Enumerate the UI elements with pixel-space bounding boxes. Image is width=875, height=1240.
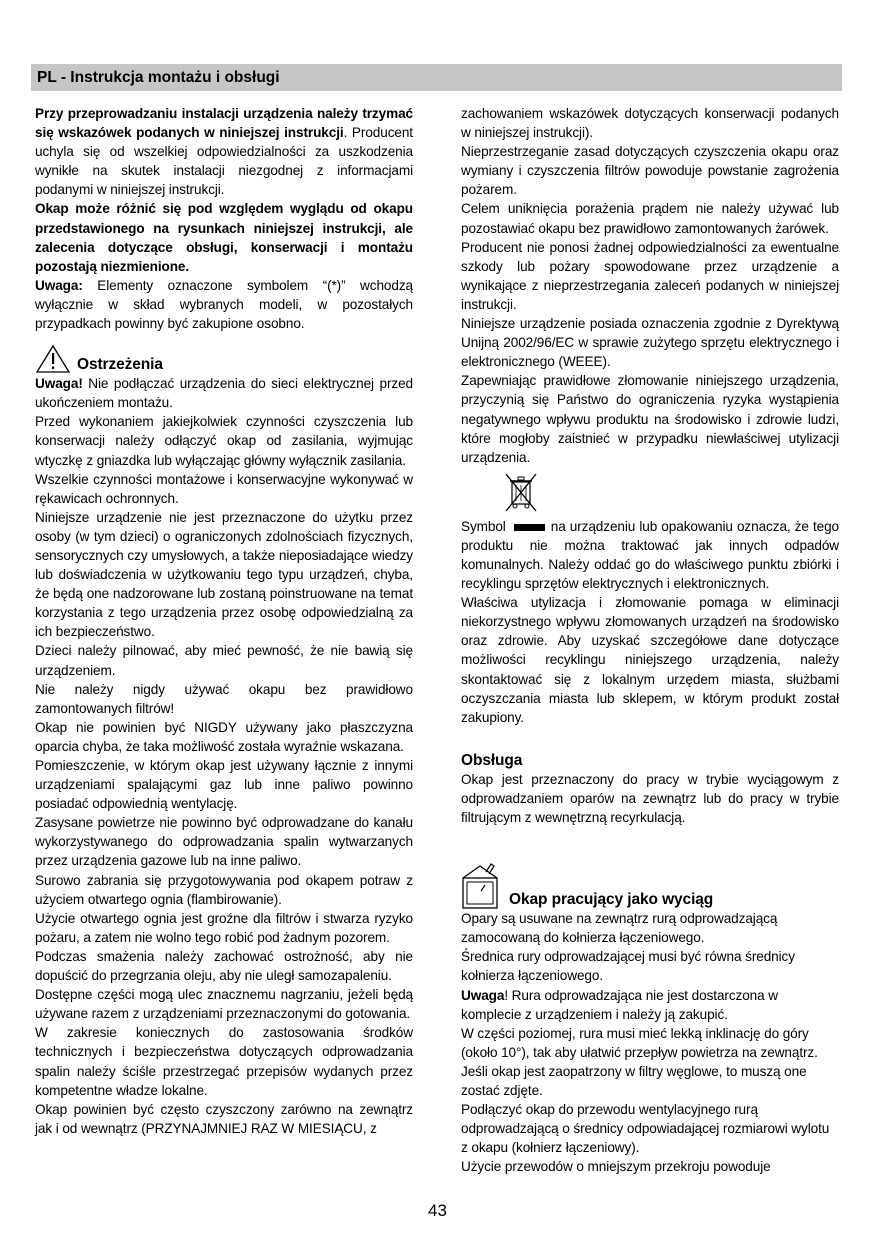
paragraph: Niniejsze urządzenie nie jest przeznaczone do użytku przez osoby (w tym dzieci) o ograniczonych zdolnościach fizycznych, sensorycznych czy umysłowych, a także nieposiadające wiedzy lub doświadczenia w użytkowaniu tego typu urządzeń, chyba, że będą one nadzorowane lub zostaną poinstruowane na temat korzystania z tego urządzenia przez osobę odpowiedzialną za ich bezpieczeństwo. [35,509,413,640]
intro-paragraph [35,104,413,199]
paragraph: Zapewniając prawidłowe złomowanie niniejszego urządzenia, przyczynią się Państwo do ograniczenia ryzyka wystąpienia negatywnego wpływu produktu na środowisko i zdrowie ludzi, które mogłoby zaistnieć w przypadku niewłaściwej utylizacji urządzenia. [461,373,839,465]
paragraph: W zakresie koniecznych do zastosowania środków technicznych i bezpieczeństwa dotyczących odprowadzania spalin należy ściśle przestrzegać przepisów wydanych przez kompetentne władze lokalne. [35,1025,413,1098]
warn-text: Nie podłączać urządzenia do sieci elektrycznej przed ukończeniem montażu. [35,376,413,411]
extraction-heading [461,863,839,909]
paragraph: Dostępne części mogą ulec znacznemu nagrzaniu, jeżeli będą używane razem z urządzeniami przeznaczonymi do gotowania. [35,987,413,1022]
pipe-note [461,986,839,1024]
paragraph: Średnica rury odprowadzającej musi być równa średnicy kołnierza łączeniowego. [461,949,795,984]
paragraph: Użycie otwartego ognia jest groźne dla filtrów i stwarza ryzyko pożaru, a zatem nie wolno tego robić pod żadnym pozorem. [35,910,413,945]
note-text: ! Rura odprowadzająca nie jest dostarczona w komplecie z urządzeniem i należy ją zakupić. [461,987,778,1022]
extraction-title: Okap pracujący jako wyciąg [509,891,714,909]
paragraph: Okap nie powinien być NIGDY używany jako płaszczyzna oparcia chyba, że taka możliwość została wyraźnie wskazana. [35,719,413,754]
page-title: PL - Instrukcja montażu i obsługi [37,69,280,86]
asterisk-note [35,276,413,333]
paragraph: Właściwa utylizacja i złomowanie pomaga w eliminacji niekorzystnego wpływu złomowanych urządzeń na środowisko oraz zdrowie. Aby uzyskać szczegółowe dane dotyczące możliwości recyklingu niniejszego urządzenia, należy skontaktować się z lokalnym urzędem miasta, służbami oczyszczania miasta lub sklepem, w którym produkt został zakupiony. [461,595,839,725]
crossed-bin-icon [503,471,539,515]
paragraph: Opary są usuwane na zewnątrz rurą odprowadzającą zamocowaną do kołnierza łączeniowego. [461,911,778,946]
weee-bin-icon-wrap [503,471,839,515]
left-column [35,104,413,1138]
paragraph: Wszelkie czynności montażowe i konserwacyjne wykonywać w rękawicach ochronnych. [35,471,413,506]
paragraph: Nieprzestrzeganie zasad dotyczących czyszczenia okapu oraz wymiany i czyszczenia filtrów powoduje powstanie zagrożenia pożarem. [461,144,839,198]
paragraph: Podłączyć okap do przewodu wentylacyjnego rurą odprowadzającą o średnicy odpowiadającej rozmiarowi wylotu z okapu (kołnierz łączeniowy). [461,1102,830,1156]
paragraph: W części poziomej, rura musi mieć lekką inklinację do góry (około 10°), tak aby ułatwić przepływ powietrza na zewnątrz. [461,1025,818,1060]
warning-connect [35,374,413,412]
symbol-word: Symbol [461,518,506,534]
house-duct-icon [461,863,505,909]
use-title: Obsługa [461,751,523,769]
intro-rest: . Producent uchyla się od wszelkiej odpowiedzialności za uszkodzenia wynikłe na skutek instalacji niezgodnej z informacjami podanymi w niniejszej instrukcji. [35,125,413,198]
right-column [461,104,839,1177]
note-label: Uwaga: [35,277,83,293]
paragraph: Producent nie ponosi żadnej odpowiedzialności za ewentualne szkody lub pożary spowodowane przez urządzenie a wynikające z nieprzestrzegania zaleceń podanych w niniejszej instrukcji. [461,239,839,312]
paragraph: Okap powinien być często czyszczony zarówno na zewnątrz jak i od wewnątrz (PRZYNAJMNIEJ RAZ W MIESIĄCU, z [35,1101,413,1136]
note-label: Uwaga [461,987,505,1003]
symbol-paragraph [461,517,839,593]
use-text: Okap jest przeznaczony do pracy w trybie wyciągowym z odprowadzaniem oparów na zewnątrz lub do pracy w trybie filtrującym z wewnętrzną recyrkulacją. [461,771,839,826]
appearance-note: Okap może różnić się pod względem wyglądu od okapu przedstawionego na rysunkach niniejszej instrukcji, ale zalecenia dotyczące obsługi, konserwacji i montażu pozostają niezmienione. [35,201,413,274]
paragraph: Dzieci należy pilnować, aby mieć pewność, że nie bawią się urządzeniem. [35,643,413,678]
paragraph: Pomieszczenie, w którym okap jest używany łącznie z innymi urządzeniami spalającymi gaz lub inne paliwo powinno posiadać odpowiednią wentylację. [35,758,413,812]
paragraph: Podczas smażenia należy zachować ostrożność, aby nie dopuścić do przegrzania oleju, aby nie uległ samozapaleniu. [35,948,413,984]
paragraph: Jeśli okap jest zaopatrzony w filtry węglowe, to muszą one zostać zdjęte. [461,1063,807,1099]
page-number: 43 [428,1201,447,1220]
bar-symbol-icon [514,524,545,531]
section-header [31,64,842,91]
warning-triangle-icon [35,344,71,374]
paragraph: Przed wykonaniem jakiejkolwiek czynności czyszczenia lub konserwacji należy odłączyć okap od zasilania, wyjmując wtyczkę z gniazdka lub wyłączając główny wyłącznik zasilania. [35,414,413,468]
paragraph: Niniejsze urządzenie posiada oznaczenia zgodnie z Dyrektywą Unijną 2002/96/EC w sprawie zużytego sprzętu elektrycznego i elektronicznego (WEEE). [461,316,839,370]
symbol-text: na urządzeniu lub opakowaniu oznacza, że tego produktu nie można traktować jak innych odpadów komunalnych. Należy oddać go do właściwego punktu zbiórki i recyklingu sprzętów elektrycznych i elektronicznych. [461,518,839,592]
warnings-title: Ostrzeżenia [77,356,163,374]
paragraph: Surowo zabrania się przygotowywania pod okapem potraw z użyciem otwartego ognia (flambirowanie). [35,872,413,907]
paragraph: Celem uniknięcia porażenia prądem nie należy używać lub pozostawiać okapu bez prawidłowo zamontowanych żarówek. [461,201,839,236]
paragraph: Użycie przewodów o mniejszym przekroju powoduje [461,1159,771,1175]
warnings-heading [35,346,413,374]
paragraph: Nie należy nigdy używać okapu bez prawidłowo zamontowanych filtrów! [35,681,413,716]
intro-bold: Przy przeprowadzaniu instalacji urządzenia należy trzymać się wskazówek podanych w niniejszej instrukcji [35,106,413,141]
warn-label: Uwaga! [35,376,83,392]
paragraph: Zasysane powietrze nie powinno być odprowadzane do kanału wykorzystywanego do odprowadzania spalin wytwarzanych przez urządzenia gazowe lub na inne paliwo. [35,815,413,869]
paragraph: zachowaniem wskazówek dotyczących konserwacji podanych w niniejszej instrukcji). [461,106,839,141]
note-text: Elementy oznaczone symbolem “(*)” wchodzą wyłącznie w skład wybranych modeli, w pozostałych przypadkach powinny być zakupione osobno. [35,277,413,332]
